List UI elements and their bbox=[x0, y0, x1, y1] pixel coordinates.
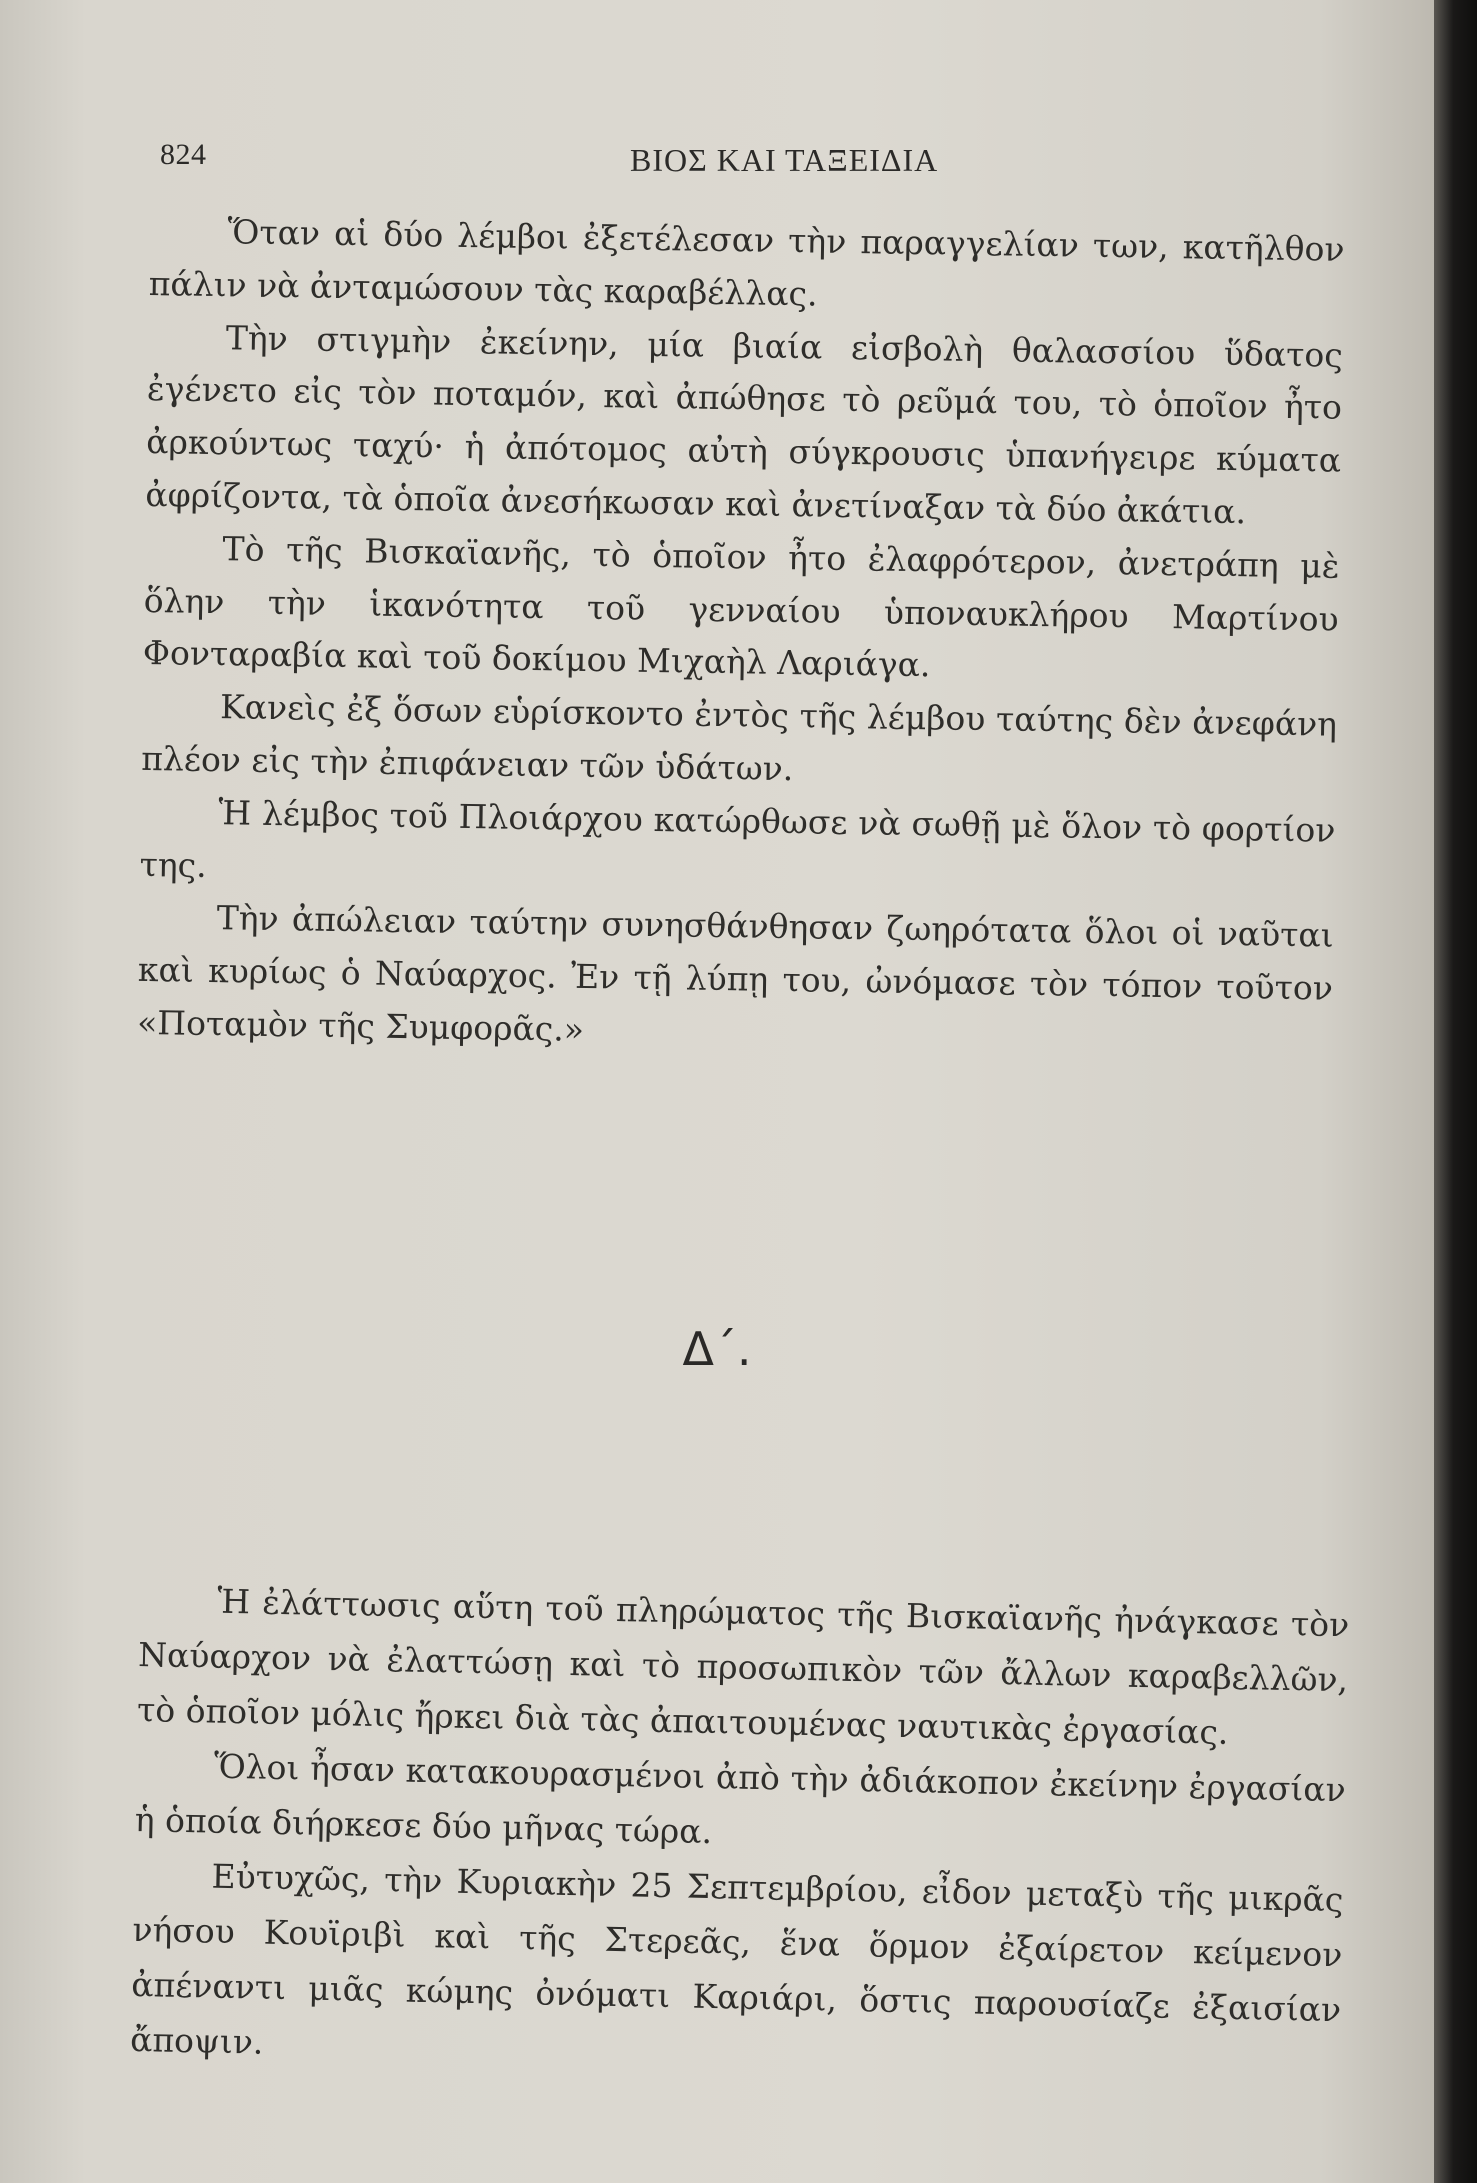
text-block-upper bbox=[137, 205, 1345, 1068]
paragraph: Ἡ ἐλάττωσις αὕτη τοῦ πληρώματος τῆς Βισκαϊανῆς ἠνάγκασε τὸν Ναύαρχον νὰ ἐλαττώσῃ καὶ τὸ προσωπικὸν τῶν ἄλλων καραβελλῶν, τὸ ὁποῖον μόλις ἤρκει διὰ τὰς ἀπαιτουμένας ναυτικὰς ἐργασίας. bbox=[136, 1581, 1350, 1752]
paragraph: Ὅλοι ἦσαν κατακουρασμένοι ἀπὸ τὴν ἀδιάκοπον ἐκείνην ἐργασίαν ἡ ὁποία διήρκεσε δύο μῆνας τώρα. bbox=[134, 1746, 1347, 1852]
paragraph: Κανεὶς ἐξ ὅσων εὑρίσκοντο ἐντὸς τῆς λέμβου ταύτης δὲν ἀνεφάνη πλέον εἰς τὴν ἐπιφάνειαν τῶν ὑδάτων. bbox=[141, 687, 1338, 789]
text-block-lower bbox=[130, 1572, 1350, 2092]
paragraph: Ὅταν αἱ δύο λέμβοι ἐξετέλεσαν τὴν παραγγελίαν των, κατῆλθον πάλιν νὰ ἀνταμώσουν τὰς καραβέλλας. bbox=[148, 212, 1345, 314]
book-spine-shadow bbox=[1434, 0, 1477, 2183]
page-header bbox=[160, 138, 1340, 188]
running-head: ΒΙΟΣ ΚΑΙ ΤΑΞΕΙΔΙΑ bbox=[630, 142, 939, 178]
section-heading: Δ΄. bbox=[682, 1322, 752, 1376]
paragraph: Ἡ λέμβος τοῦ Πλοιάρχου κατώρθωσε νὰ σωθῇ μὲ ὅλον τὸ φορτίον της. bbox=[139, 792, 1336, 885]
paragraph: Εὐτυχῶς, τὴν Κυριακὴν 25 Σεπτεμβρίου, εἶδον μεταξὺ τῆς μικρᾶς νήσου Κουϊριβὶ καὶ τῆς Στερεᾶς, ἕνα ὅρμον ἐξαίρετον κείμενον ἀπέναντι μιᾶς κώμης ὀνόματι Καριάρι, ὅστις παρουσίαζε ἐξαισίαν ἄποψιν. bbox=[129, 1856, 1344, 2062]
paragraph: Τὴν στιγμὴν ἐκείνην, μία βιαία εἰσβολὴ θαλασσίου ὕδατος ἐγένετο εἰς τὸν ποταμόν, καὶ ἀπώθησε τὸ ρεῦμά του, τὸ ὁποῖον ἦτο ἀρκούντως ταχύ· ἡ ἀπότομος αὐτὴ σύγκρουσις ὑπανήγειρε κύματα ἀφρίζοντα, τὰ ὁποῖα ἀνεσήκωσαν καὶ ἀνετίναξαν τὰ δύο ἀκάτια. bbox=[145, 317, 1344, 532]
paragraph: Τὸ τῆς Βισκαϊανῆς, τὸ ὁποῖον ἦτο ἐλαφρότερον, ἀνετράπη μὲ ὅλην τὴν ἱκανότητα τοῦ γενναίου ὑποναυκλήρου Μαρτίνου Φονταραβία καὶ τοῦ δοκίμου Μιχαὴλ Λαριάγα. bbox=[142, 528, 1340, 685]
paragraph: Τὴν ἀπώλειαν ταύτην συνησθάνθησαν ζωηρότατα ὅλοι οἱ ναῦται καὶ κυρίως ὁ Ναύαρχος. Ἐν τῇ λύπῃ του, ὠνόμασε τὸν τόπον τοῦτον «Ποταμὸν τῆς Συμφορᾶς.» bbox=[136, 898, 1334, 1049]
page-number: 824 bbox=[160, 138, 207, 171]
